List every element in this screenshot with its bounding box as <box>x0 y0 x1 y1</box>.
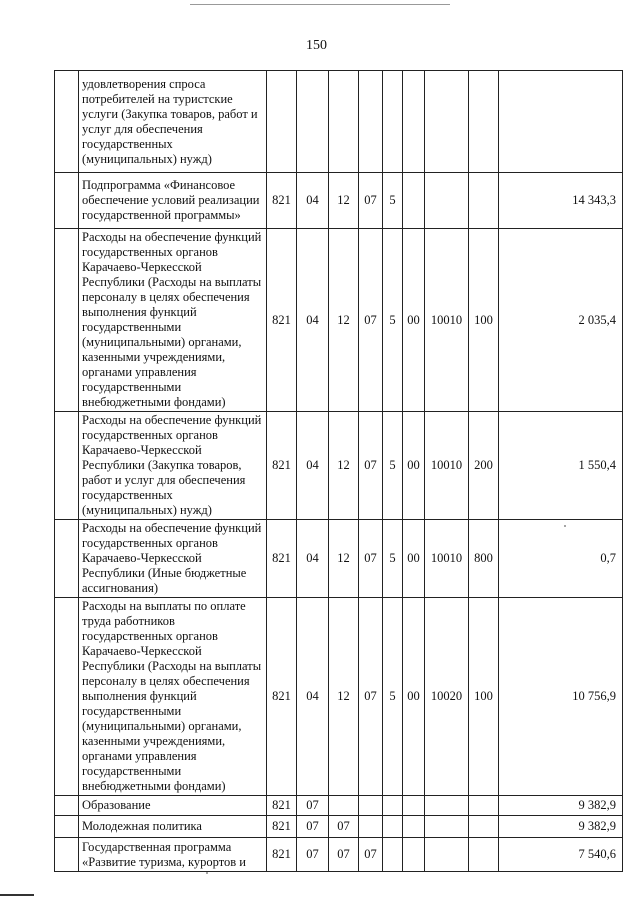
row-marker-cell <box>55 173 79 229</box>
section-code-cell: 04 <box>297 412 329 520</box>
section-code-cell: 07 <box>297 816 329 838</box>
subprogram-code-cell: 5 <box>383 598 403 796</box>
scan-speck <box>564 525 566 527</box>
direction-number-cell <box>425 71 469 173</box>
direction-code-cell <box>403 838 425 872</box>
description-cell: Расходы на обеспечение функций государственных органов Карачаево-Черкесской Республики (Расходы на выплаты персоналу в целях обеспечения выполнения функций государственными (муниципальными) органами, казенными учреждениями, органами управления государственными внебюджетными фондами) <box>79 229 267 412</box>
direction-code-cell <box>403 816 425 838</box>
direction-code-cell <box>403 796 425 816</box>
expense-type-cell <box>469 816 499 838</box>
subprogram-code-cell <box>383 796 403 816</box>
ministry-code-cell: 821 <box>267 412 297 520</box>
program-code-cell: 07 <box>359 229 383 412</box>
table-row <box>55 412 623 520</box>
amount-cell: 14 343,3 <box>499 173 623 229</box>
page-number: 150 <box>306 38 327 53</box>
row-marker-cell <box>55 796 79 816</box>
description-cell: удовлетворения спроса потребителей на туристские услуги (Закупка товаров, работ и услуг для обеспечения государственных (муниципальных) нужд) <box>79 71 267 173</box>
expense-type-cell <box>469 173 499 229</box>
subprogram-code-cell: 5 <box>383 173 403 229</box>
expense-type-cell <box>469 838 499 872</box>
amount-cell: 1 550,4 <box>499 412 623 520</box>
program-code-cell: 07 <box>359 173 383 229</box>
program-code-cell <box>359 816 383 838</box>
direction-number-cell <box>425 838 469 872</box>
ministry-code-cell: 821 <box>267 838 297 872</box>
subsection-code-cell: 12 <box>329 520 359 598</box>
ministry-code-cell: 821 <box>267 598 297 796</box>
program-code-cell: 07 <box>359 520 383 598</box>
direction-number-cell: 10010 <box>425 520 469 598</box>
section-code-cell: 04 <box>297 520 329 598</box>
table-row <box>55 816 623 838</box>
amount-cell: 2 035,4 <box>499 229 623 412</box>
description-cell: Расходы на обеспечение функций государственных органов Карачаево-Черкесской Республики (Иные бюджетные ассигнования) <box>79 520 267 598</box>
expense-type-cell: 800 <box>469 520 499 598</box>
ministry-code-cell: 821 <box>267 520 297 598</box>
table-row <box>55 796 623 816</box>
scan-top-line <box>190 4 450 5</box>
amount-cell: 10 756,9 <box>499 598 623 796</box>
scan-edge-mark <box>0 894 34 896</box>
section-code-cell: 04 <box>297 598 329 796</box>
subprogram-code-cell <box>383 816 403 838</box>
ministry-code-cell: 821 <box>267 229 297 412</box>
amount-cell: 0,7 <box>499 520 623 598</box>
subsection-code-cell <box>329 796 359 816</box>
budget-table-body <box>55 71 623 872</box>
subsection-code-cell: 12 <box>329 412 359 520</box>
description-cell: Расходы на выплаты по оплате труда работников государственных органов Карачаево-Черкесской Республики (Расходы на выплаты персоналу в целях обеспечения выполнения функций государственными (муниципальными) органами, казенными учреждениями, органами управления государственными внебюджетными фондами) <box>79 598 267 796</box>
table-row <box>55 598 623 796</box>
expense-type-cell: 100 <box>469 598 499 796</box>
description-cell: Образование <box>79 796 267 816</box>
direction-number-cell <box>425 173 469 229</box>
expense-type-cell: 200 <box>469 412 499 520</box>
direction-code-cell <box>403 71 425 173</box>
subsection-code-cell: 07 <box>329 838 359 872</box>
direction-code-cell: 00 <box>403 412 425 520</box>
row-marker-cell <box>55 598 79 796</box>
row-marker-cell <box>55 71 79 173</box>
ministry-code-cell: 821 <box>267 173 297 229</box>
direction-number-cell: 10020 <box>425 598 469 796</box>
program-code-cell <box>359 71 383 173</box>
amount-cell: 9 382,9 <box>499 816 623 838</box>
program-code-cell: 07 <box>359 598 383 796</box>
scan-speck <box>206 872 208 874</box>
ministry-code-cell: 821 <box>267 796 297 816</box>
row-marker-cell <box>55 520 79 598</box>
budget-table <box>54 70 623 872</box>
row-marker-cell <box>55 412 79 520</box>
amount-cell: 9 382,9 <box>499 796 623 816</box>
description-cell: Молодежная политика <box>79 816 267 838</box>
subsection-code-cell: 12 <box>329 173 359 229</box>
program-code-cell <box>359 796 383 816</box>
section-code-cell: 07 <box>297 838 329 872</box>
row-marker-cell <box>55 229 79 412</box>
description-cell: Государственная программа «Развитие туризма, курортов и <box>79 838 267 872</box>
table-row <box>55 71 623 173</box>
program-code-cell: 07 <box>359 838 383 872</box>
program-code-cell: 07 <box>359 412 383 520</box>
table-row <box>55 229 623 412</box>
description-cell: Подпрограмма «Финансовое обеспечение условий реализации государственной программы» <box>79 173 267 229</box>
row-marker-cell <box>55 816 79 838</box>
direction-number-cell <box>425 816 469 838</box>
direction-number-cell: 10010 <box>425 412 469 520</box>
amount-cell <box>499 71 623 173</box>
direction-number-cell: 10010 <box>425 229 469 412</box>
subprogram-code-cell: 5 <box>383 520 403 598</box>
expense-type-cell <box>469 796 499 816</box>
ministry-code-cell: 821 <box>267 816 297 838</box>
subprogram-code-cell: 5 <box>383 229 403 412</box>
section-code-cell: 07 <box>297 796 329 816</box>
subsection-code-cell <box>329 71 359 173</box>
description-cell: Расходы на обеспечение функций государственных органов Карачаево-Черкесской Республики (Закупка товаров, работ и услуг для обеспечения государственных (муниципальных) нужд) <box>79 412 267 520</box>
expense-type-cell <box>469 71 499 173</box>
direction-number-cell <box>425 796 469 816</box>
subsection-code-cell: 12 <box>329 598 359 796</box>
direction-code-cell: 00 <box>403 598 425 796</box>
table-row <box>55 173 623 229</box>
amount-cell: 7 540,6 <box>499 838 623 872</box>
subprogram-code-cell <box>383 838 403 872</box>
direction-code-cell <box>403 173 425 229</box>
ministry-code-cell <box>267 71 297 173</box>
subsection-code-cell: 07 <box>329 816 359 838</box>
expense-type-cell: 100 <box>469 229 499 412</box>
row-marker-cell <box>55 838 79 872</box>
section-code-cell: 04 <box>297 173 329 229</box>
subprogram-code-cell: 5 <box>383 412 403 520</box>
section-code-cell: 04 <box>297 229 329 412</box>
subprogram-code-cell <box>383 71 403 173</box>
table-row <box>55 838 623 872</box>
direction-code-cell: 00 <box>403 229 425 412</box>
section-code-cell <box>297 71 329 173</box>
direction-code-cell: 00 <box>403 520 425 598</box>
subsection-code-cell: 12 <box>329 229 359 412</box>
table-row <box>55 520 623 598</box>
